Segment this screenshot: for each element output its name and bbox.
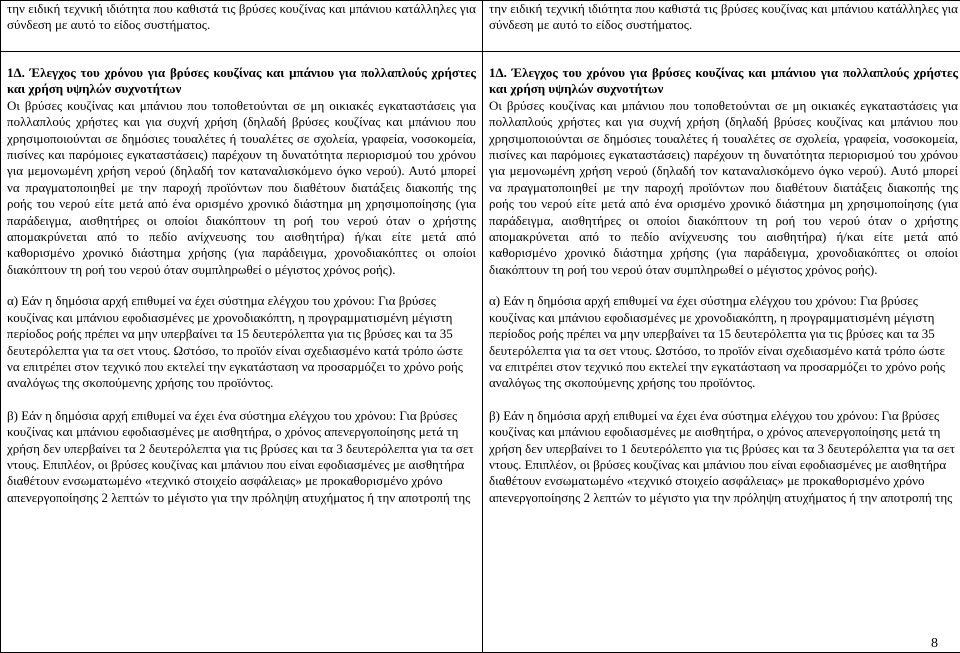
table-row	[1, 52, 960, 653]
right-column	[483, 52, 960, 653]
right-heading: 1Δ. Έλεγχος του χρόνου για βρύσες κουζίνας και μπάνιου για πολλαπλούς χρήστες και χρήση υψηλών συχνοτήτων	[489, 65, 958, 97]
left-paragraph-a: α) Εάν η δημόσια αρχή επιθυμεί να έχει σύστημα ελέγχου του χρόνου: Για βρύσες κουζίνας και μπάνιου εφοδιασμένες με χρονοδιακόπτη, η προγραμματισμένη μέγιστη περίοδος ροής πρέπει να μην υπερβαίνει τα 15 δευτερόλεπτα για τις βρύσες και τα 35 δευτερόλεπτα για τα σετ ντους. Ωστόσο, το προϊόν είναι σχεδιασμένο κατά τρόπο ώστε να επιτρέπει στον τεχνικό που εκτελεί την εγκατάσταση να προσαρμόζει το χρόνο ροής αναλόγως της σκοπούμενης χρήσης του προϊόντος.	[7, 293, 464, 391]
left-heading: 1Δ. Έλεγχος του χρόνου για βρύσες κουζίνας και μπάνιου για πολλαπλούς χρήστες και χρήση υψηλών συχνοτήτων	[7, 65, 476, 97]
left-paragraph-b: β) Εάν η δημόσια αρχή επιθυμεί να έχει ένα σύστημα ελέγχου του χρόνου: Για βρύσες κουζίνας και μπάνιου εφοδιασμένες με αισθητήρα, ο χρόνος απενεργοποίησης μετά τη χρήση δεν υπερβαίνει τα 2 δευτερόλεπτα για τις βρύσες και τα 3 δευτερόλεπτα για τα σετ ντους. Επιπλέον, οι βρύσες κουζίνας και μπάνιου που είναι εφοδιασμένες με αισθητήρα διαθέτουν ενσωματωμένο «τεχνικό στοιχείο ασφάλειας» με προκαθορισμένο χρόνο απενεργοποίησης 2 λεπτών το μέγιστο για την πρόληψη ατυχήματος ή την αποτροπή της	[7, 407, 474, 505]
left-column	[1, 52, 483, 653]
right-body: Οι βρύσες κουζίνας και μπάνιου που τοποθετούνται σε μη οικιακές εγκαταστάσεις για πολλαπλούς χρήστες και για συχνή χρήση (δηλαδή βρύσες κουζίνας και μπάνιου που χρησιμοποιούνται σε δημόσιες τουαλέτες ή τουαλέτες σε σχολεία, γραφεία, νοσοκομεία, πισίνες και παρόμοιες εγκαταστάσεις) παρέχουν τη δυνατότητα περιορισμού του χρόνου για μεμονωμένη χρήση νερού (δηλαδή τον καταναλισκόμενο όγκο νερού). Αυτό μπορεί να πραγματοποιηθεί με την παροχή προϊόντων που διαθέτουν διατάξεις διακοπής της ροής του νερού είτε μετά από ένα ορισμένο χρονικό διάστημα μη χρησιμοποίησης (για παράδειγμα, αισθητήρες οι οποίοι διακόπτουν τη ροή του νερού όταν ο χρήστης απομακρύνεται από το πεδίο ανίχνευσης του αισθητήρα) ή/και είτε μετά από καθορισμένο χρονικό διάστημα χρήσης (για παράδειγμα, χρονοδιακόπτες οι οποίοι διακόπτουν τη ροή του νερού όταν συμπληρωθεί ο μέγιστος χρόνος ροής).	[489, 97, 958, 277]
top-right-text: την ειδική τεχνική ιδιότητα που καθιστά τις βρύσες κουζίνας και μπάνιου κατάλληλες για σύνδεση με αυτό το είδος συστήματος.	[489, 1, 958, 33]
left-cell-top	[1, 1, 483, 52]
right-cell-top	[483, 1, 960, 52]
top-left-text: την ειδική τεχνική ιδιότητα που καθιστά τις βρύσες κουζίνας και μπάνιου κατάλληλες για σύνδεση με αυτό το είδος συστήματος.	[7, 1, 476, 33]
table-row	[1, 1, 960, 52]
right-paragraph-a: α) Εάν η δημόσια αρχή επιθυμεί να έχει σύστημα ελέγχου του χρόνου: Για βρύσες κουζίνας και μπάνιου εφοδιασμένες με χρονοδιακόπτη, η προγραμματισμένη μέγιστη περίοδος ροής πρέπει να μην υπερβαίνει τα 15 δευτερόλεπτα για τις βρύσες και τα 35 δευτερόλεπτα για τα σετ ντους. Ωστόσο, το προϊόν είναι σχεδιασμένο κατά τρόπο ώστε να επιτρέπει στον τεχνικό που εκτελεί την εγκατάσταση να προσαρμόζει το χρόνο ροής αναλόγως της σκοπούμενης χρήσης του προϊόντος.	[489, 293, 946, 391]
right-paragraph-b: β) Εάν η δημόσια αρχή επιθυμεί να έχει ένα σύστημα ελέγχου του χρόνου: Για βρύσες κουζίνας και μπάνιου εφοδιασμένες με αισθητήρα, ο χρόνος απενεργοποίησης μετά τη χρήση δεν υπερβαίνει το 1 δευτερόλεπτο για τις βρύσες και τα 3 δευτερόλεπτα για τα σετ ντους. Επιπλέον, οι βρύσες κουζίνας και μπάνιου που είναι εφοδιασμένες με αισθητήρα διαθέτουν ενσωματωμένο «τεχνικό στοιχείο ασφάλειας» με προκαθορισμένο χρόνο απενεργοποίησης 2 λεπτών το μέγιστο για την πρόληψη ατυχήματος ή την αποτροπή της	[489, 407, 955, 505]
left-body: Οι βρύσες κουζίνας και μπάνιου που τοποθετούνται σε μη οικιακές εγκαταστάσεις για πολλαπλούς χρήστες και για συχνή χρήση (δηλαδή βρύσες κουζίνας και μπάνιου που χρησιμοποιούνται σε δημόσιες τουαλέτες ή τουαλέτες σε σχολεία, γραφεία, νοσοκομεία, πισίνες και παρόμοιες εγκαταστάσεις) παρέχουν τη δυνατότητα περιορισμού του χρόνου για μεμονωμένη χρήση νερού (δηλαδή τον καταναλισκόμενο όγκο νερού). Αυτό μπορεί να πραγματοποιηθεί με την παροχή προϊόντων που διαθέτουν διατάξεις διακοπής της ροής του νερού είτε μετά από ένα ορισμένο χρονικό διάστημα μη χρησιμοποίησης (για παράδειγμα, αισθητήρες οι οποίοι διακόπτουν τη ροή του νερού όταν ο χρήστης απομακρύνεται από το πεδίο ανίχνευσης του αισθητήρα) ή/και είτε μετά από καθορισμένο χρονικό διάστημα χρήσης (για παράδειγμα, χρονοδιακόπτες οι οποίοι διακόπτουν τη ροή του νερού όταν συμπληρωθεί ο μέγιστος χρόνος ροής).	[7, 97, 476, 277]
page-number: 8	[931, 636, 938, 651]
